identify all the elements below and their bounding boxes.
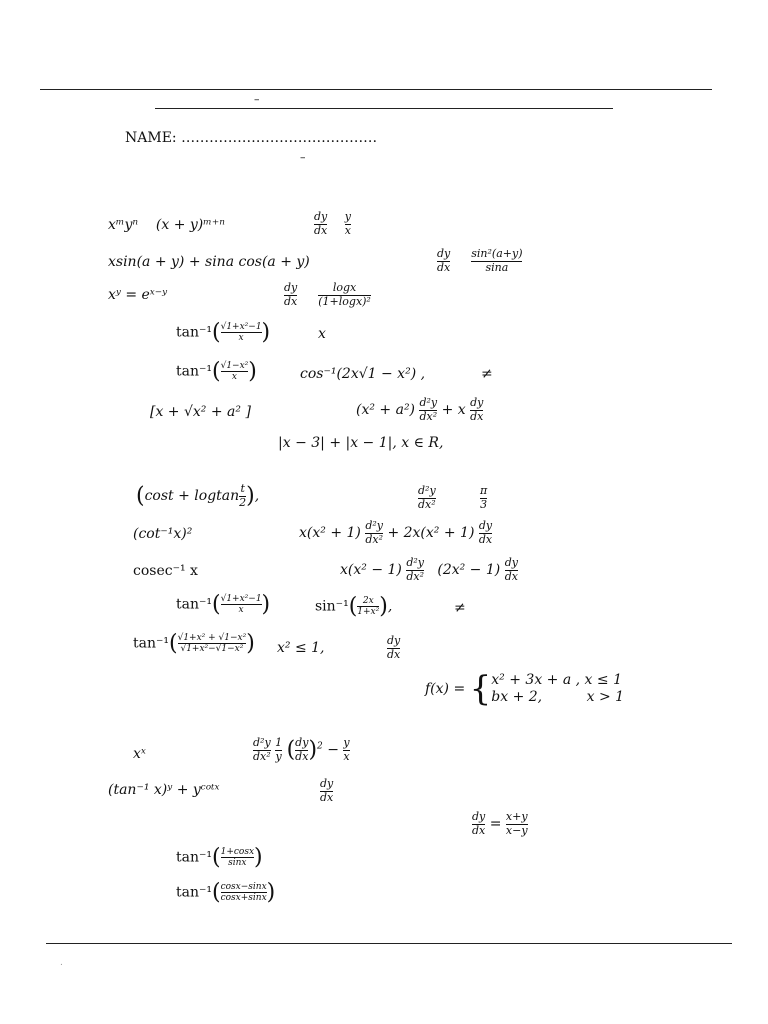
name-label: NAME: — [125, 130, 177, 146]
s1-q5-expr: tan⁻¹( $\frac{\text{√1−x²}}{x}$ ) — [176, 359, 257, 384]
neq-symbol-2: ≠ — [454, 600, 466, 616]
s2-q2-expr: (cot⁻¹x)² — [133, 526, 193, 542]
name-dots: …………………………………… — [181, 130, 378, 146]
s2-q5-expr: tan⁻¹( $\frac{\text{√1+x² + √1−x²}}{\text{√1+x²−√1−x²}}$ ) — [133, 631, 255, 656]
name-field — [125, 130, 377, 146]
footer-rule — [46, 943, 732, 944]
s2-q5-cond: x² ≤ 1, — [277, 640, 325, 656]
s1-q1-fracs: $\frac{dy}{dx}$ $\frac{y}{x}$ — [314, 210, 351, 237]
header-rule-top — [40, 89, 712, 90]
s2-q1-pi: $\frac{\pi}{3}$ — [480, 484, 488, 511]
name-dash: – — [300, 151, 306, 164]
s1-q2-expr: xsin(a + y) + sina cos(a + y) — [108, 254, 310, 270]
s2-q3-de: x(x² − 1) $\frac{\text{d²y}}{\text{dx²}}$ (2x² − 1) $\frac{dy}{dx}$ — [340, 556, 518, 583]
s2-q2-de: x(x² + 1) $\frac{\text{d²y}}{\text{dx²}}$ + 2x(x² + 1) $\frac{dy}{dx}$ — [299, 519, 493, 546]
s1-q4-expr: tan⁻¹( $\frac{\text{√1+x²−1}}{x}$ ) — [176, 320, 271, 345]
s3-q5-expr: tan⁻¹( $\frac{\cos x-\sin x}{\cos x+\sin x}$ ) — [176, 880, 276, 905]
s2-q4-expr2: sin⁻¹( $\frac{2x}{\text{1+x²}}$ ), — [315, 594, 393, 619]
s2-q1-fracs: $\frac{\text{d²y}}{\text{dx²}}$ — [418, 484, 436, 511]
s1-q3-fracs: $\frac{dy}{dx}$ $\frac{\log x}{\text{(1+logx)²}}$ — [284, 281, 371, 308]
s1-q6-expr: [x + √x² + a² ] — [150, 404, 251, 420]
s1-q6-de: (x² + a²) $\frac{\text{d²y}}{\text{dx²}}$ + x $\frac{dy}{dx}$ — [356, 396, 484, 423]
footer-mark: . — [60, 958, 63, 968]
s1-q1-expr: xᵐyⁿ (x + y)ᵐ⁺ⁿ — [108, 217, 225, 233]
s3-q1-expr: xˣ — [133, 746, 146, 762]
s2-q4-expr: tan⁻¹( $\frac{\text{√1+x²−1}}{x}$ ) — [176, 592, 271, 617]
s2-q6-piecewise: f(x) = { x² + 3x + a , x ≤ 1 bx + 2, x > 1 — [425, 669, 625, 709]
s1-q2-fracs: $\frac{dy}{dx}$ $\frac{\text{sin²(a+y)}}{\sin a}$ — [437, 247, 523, 274]
header-dash: – — [254, 93, 260, 106]
s3-q1-de: $\frac{\text{d²y}}{\text{dx²}}$ $\frac{1}{y}$ ( $\frac{dy}{dx}$ )$^2$ − $\frac{y}{x}$ — [253, 736, 350, 763]
s2-q3-expr: cosec⁻¹ x — [133, 563, 198, 579]
s3-q3-expr: $\frac{dy}{dx}$ = $\frac{x+y}{x-y}$ — [472, 810, 528, 837]
neq-symbol-1: ≠ — [481, 366, 493, 382]
s1-q5-expr2: cos⁻¹(2x√1 − x²) , — [300, 366, 426, 382]
s1-q7-expr: |x − 3| + |x − 1|, x ∈ R, — [278, 435, 444, 451]
header-rule-bottom — [155, 108, 613, 109]
s3-q4-expr: tan⁻¹( $\frac{1+\cos x}{\sin x}$ ) — [176, 845, 263, 870]
s2-q1-expr: (cost + logtan $\frac{t}{2}$ ), — [136, 482, 260, 509]
s2-q5-frac: $\frac{dy}{dx}$ — [387, 634, 401, 661]
s1-q4-var: x — [318, 326, 326, 342]
s3-q2-expr: (tan⁻¹ x)ʸ + yᶜᵒᵗˣ — [108, 782, 220, 798]
s3-q2-frac: $\frac{dy}{dx}$ — [320, 777, 334, 804]
s1-q3-expr: xʸ = eˣ⁻ʸ — [108, 287, 168, 303]
